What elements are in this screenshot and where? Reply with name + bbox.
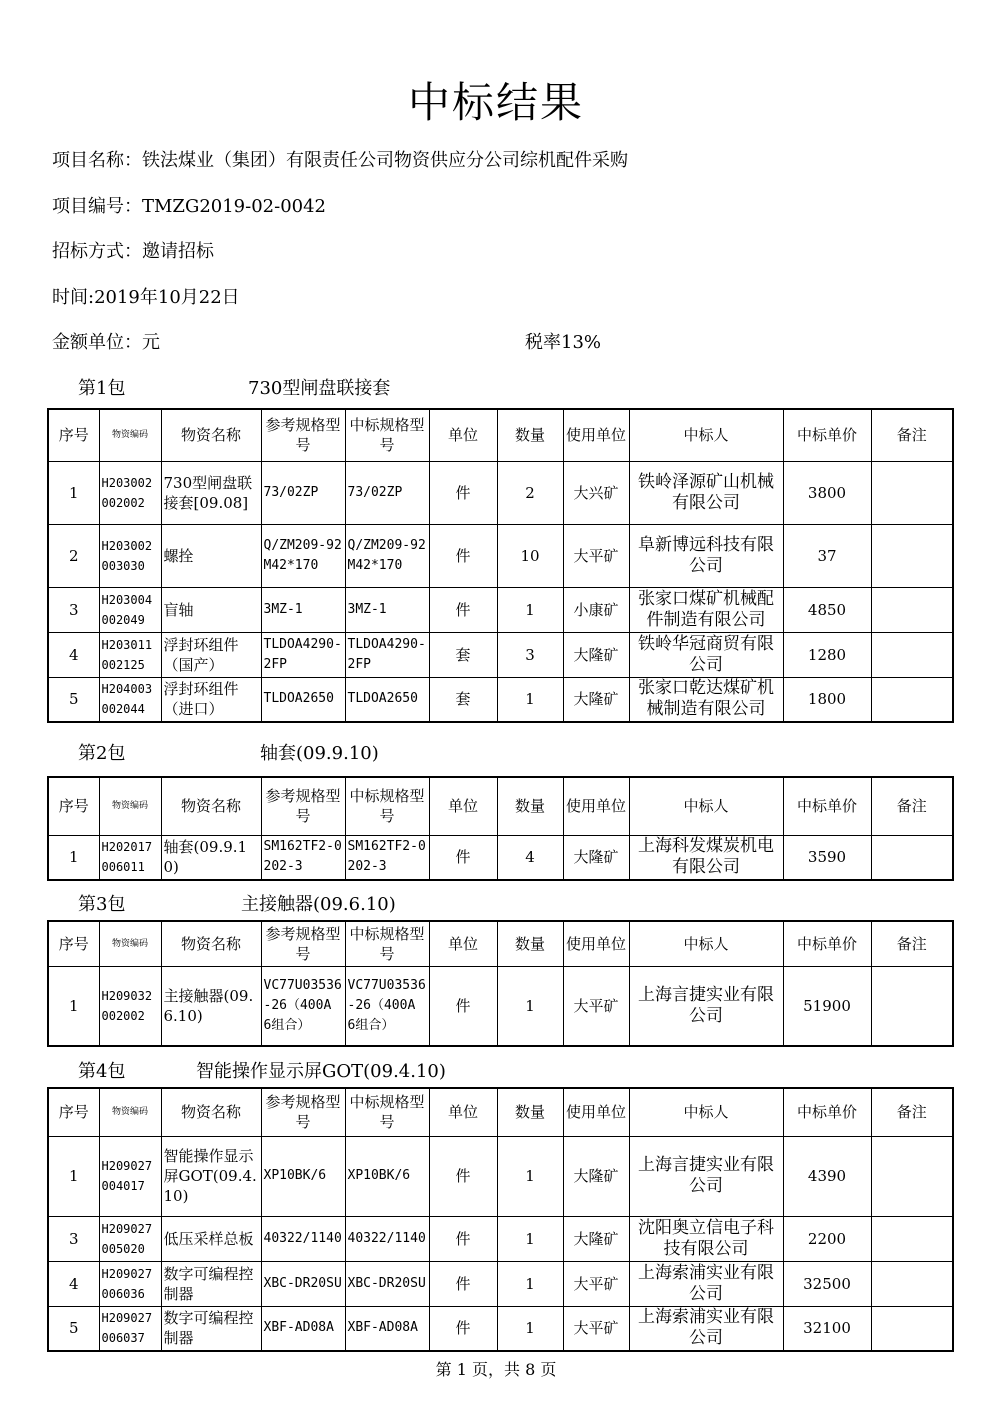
material-code-cell: H203011002125 (99, 632, 161, 677)
note-cell (871, 1136, 953, 1216)
page-title: 中标结果 (407, 78, 584, 127)
material-code-cell: H209027006037 (99, 1306, 161, 1351)
ref-spec-cell: XBC-DR20SU (261, 1261, 345, 1306)
column-header: 中标人 (629, 777, 783, 835)
package-name: 主接触器(09.6.10) (241, 894, 396, 915)
unit-cell: 件 (429, 966, 497, 1046)
table-header-row (48, 921, 953, 966)
user-unit-cell: 大隆矿 (563, 632, 629, 677)
quantity-cell: 4 (497, 835, 563, 880)
bid-spec-cell: XP10BK/6 (345, 1136, 429, 1216)
bid-spec-cell: 73/02ZP (345, 461, 429, 524)
column-header: 中标人 (629, 921, 783, 966)
column-header: 序号 (48, 777, 99, 835)
quantity-cell: 1 (497, 1306, 563, 1351)
ref-spec-cell: TLDOA2650 (261, 677, 345, 722)
column-header: 物资编码 (99, 409, 161, 461)
table-row (48, 1306, 953, 1351)
material-code-cell: H202017006011 (99, 835, 161, 880)
seq-cell: 1 (48, 1136, 99, 1216)
table-row (48, 835, 953, 880)
column-header: 单位 (429, 409, 497, 461)
column-header: 使用单位 (563, 921, 629, 966)
column-header: 物资名称 (161, 1088, 261, 1136)
note-cell (871, 461, 953, 524)
ref-spec-cell: 73/02ZP (261, 461, 345, 524)
package-number: 第1包 (78, 378, 126, 399)
table-row (48, 587, 953, 632)
column-header: 参考规格型号 (261, 1088, 345, 1136)
column-header: 中标单价 (783, 409, 871, 461)
note-cell (871, 632, 953, 677)
column-header: 数量 (497, 921, 563, 966)
unit-price-cell: 32500 (783, 1261, 871, 1306)
column-header: 备注 (871, 1088, 953, 1136)
unit-cell: 件 (429, 835, 497, 880)
winner-cell: 上海索浦实业有限公司 (629, 1306, 783, 1351)
table-header-row (48, 777, 953, 835)
note-cell (871, 1216, 953, 1261)
seq-cell: 4 (48, 1261, 99, 1306)
winner-cell: 铁岭华冠商贸有限公司 (629, 632, 783, 677)
quantity-cell: 1 (497, 1261, 563, 1306)
table-header-row (48, 409, 953, 461)
note-cell (871, 587, 953, 632)
user-unit-cell: 大平矿 (563, 524, 629, 587)
unit-price-cell: 3590 (783, 835, 871, 880)
winner-cell: 上海言捷实业有限公司 (629, 966, 783, 1046)
column-header: 中标单价 (783, 921, 871, 966)
winner-cell: 上海索浦实业有限公司 (629, 1261, 783, 1306)
note-cell (871, 835, 953, 880)
package-heading (0, 890, 992, 920)
unit-price-cell: 51900 (783, 966, 871, 1046)
column-header: 物资名称 (161, 777, 261, 835)
seq-cell: 3 (48, 587, 99, 632)
quantity-cell: 1 (497, 1136, 563, 1216)
winner-cell: 铁岭泽源矿山机械有限公司 (629, 461, 783, 524)
ref-spec-cell: Q/ZM209-92 M42*170 (261, 524, 345, 587)
column-header: 备注 (871, 921, 953, 966)
unit-cell: 件 (429, 1261, 497, 1306)
material-name-cell: 低压采样总板 (161, 1216, 261, 1261)
table-row (48, 677, 953, 722)
column-header: 序号 (48, 409, 99, 461)
table-row (48, 1136, 953, 1216)
column-header: 中标单价 (783, 1088, 871, 1136)
column-header: 参考规格型号 (261, 777, 345, 835)
unit-cell: 件 (429, 1306, 497, 1351)
unit-cell: 件 (429, 587, 497, 632)
ref-spec-cell: 3MZ-1 (261, 587, 345, 632)
note-cell (871, 524, 953, 587)
material-name-cell: 主接触器(09.6.10) (161, 966, 261, 1046)
currency-unit: 金额单位：元 (52, 332, 160, 353)
unit-cell: 套 (429, 677, 497, 722)
column-header: 单位 (429, 921, 497, 966)
material-name-cell: 盲轴 (161, 587, 261, 632)
winner-cell: 上海言捷实业有限公司 (629, 1136, 783, 1216)
material-code-cell: H203004002049 (99, 587, 161, 632)
material-name-cell: 730型闸盘联接套[09.08] (161, 461, 261, 524)
column-header: 数量 (497, 409, 563, 461)
column-header: 参考规格型号 (261, 921, 345, 966)
bid-spec-cell: Q/ZM209-92 M42*170 (345, 524, 429, 587)
user-unit-cell: 大隆矿 (563, 835, 629, 880)
column-header: 中标人 (629, 1088, 783, 1136)
package-1-table (47, 408, 954, 723)
winner-cell: 阜新博远科技有限公司 (629, 524, 783, 587)
ref-spec-cell: 40322/1140 (261, 1216, 345, 1261)
user-unit-cell: 大隆矿 (563, 1136, 629, 1216)
seq-cell: 1 (48, 966, 99, 1046)
note-cell (871, 1261, 953, 1306)
column-header: 中标规格型号 (345, 921, 429, 966)
ref-spec-cell: TLDOA4290-2FP (261, 632, 345, 677)
material-name-cell: 螺拴 (161, 524, 261, 587)
unit-price-cell: 1280 (783, 632, 871, 677)
winner-cell: 上海科发煤炭机电有限公司 (629, 835, 783, 880)
column-header: 单位 (429, 1088, 497, 1136)
unit-cell: 套 (429, 632, 497, 677)
quantity-cell: 2 (497, 461, 563, 524)
user-unit-cell: 大兴矿 (563, 461, 629, 524)
bid-spec-cell: XBF-AD08A (345, 1306, 429, 1351)
column-header: 中标规格型号 (345, 409, 429, 461)
quantity-cell: 10 (497, 524, 563, 587)
unit-price-cell: 32100 (783, 1306, 871, 1351)
column-header: 物资编码 (99, 921, 161, 966)
unit-cell: 件 (429, 524, 497, 587)
package-number: 第4包 (78, 1061, 126, 1082)
table-row (48, 632, 953, 677)
project-name: 项目名称：铁法煤业（集团）有限责任公司物资供应分公司综机配件采购 (52, 150, 628, 171)
quantity-cell: 1 (497, 966, 563, 1046)
unit-price-cell: 1800 (783, 677, 871, 722)
material-name-cell: 智能操作显示屏GOT(09.4.10) (161, 1136, 261, 1216)
package-name: 智能操作显示屏GOT(09.4.10) (196, 1061, 446, 1082)
column-header: 备注 (871, 777, 953, 835)
material-name-cell: 轴套(09.9.10) (161, 835, 261, 880)
package-number: 第3包 (78, 894, 126, 915)
column-header: 中标规格型号 (345, 1088, 429, 1136)
package-number: 第2包 (78, 743, 126, 764)
quantity-cell: 1 (497, 587, 563, 632)
quantity-cell: 3 (497, 632, 563, 677)
table-row (48, 524, 953, 587)
ref-spec-cell: VC77U03536-26（400A 6组合） (261, 966, 345, 1046)
seq-cell: 1 (48, 461, 99, 524)
column-header: 参考规格型号 (261, 409, 345, 461)
seq-cell: 4 (48, 632, 99, 677)
table-row (48, 1261, 953, 1306)
unit-price-cell: 3800 (783, 461, 871, 524)
material-code-cell: H209027006036 (99, 1261, 161, 1306)
tax-rate: 税率13% (525, 332, 602, 353)
winner-cell: 张家口煤矿机械配件制造有限公司 (629, 587, 783, 632)
winner-cell: 沈阳奥立信电子科技有限公司 (629, 1216, 783, 1261)
unit-price-cell: 4850 (783, 587, 871, 632)
ref-spec-cell: XBF-AD08A (261, 1306, 345, 1351)
unit-cell: 件 (429, 461, 497, 524)
column-header: 序号 (48, 921, 99, 966)
package-heading (0, 739, 992, 769)
package-2-table (47, 776, 954, 881)
package-heading (0, 1057, 992, 1087)
material-code-cell: H203002002002 (99, 461, 161, 524)
column-header: 数量 (497, 1088, 563, 1136)
material-code-cell: H203002003030 (99, 524, 161, 587)
bid-spec-cell: VC77U03536-26（400A 6组合） (345, 966, 429, 1046)
quantity-cell: 1 (497, 1216, 563, 1261)
package-name: 轴套(09.9.10) (260, 743, 379, 764)
user-unit-cell: 大隆矿 (563, 1216, 629, 1261)
ref-spec-cell: XP10BK/6 (261, 1136, 345, 1216)
column-header: 中标规格型号 (345, 777, 429, 835)
column-header: 中标单价 (783, 777, 871, 835)
user-unit-cell: 大隆矿 (563, 677, 629, 722)
column-header: 使用单位 (563, 777, 629, 835)
table-row (48, 461, 953, 524)
seq-cell: 1 (48, 835, 99, 880)
bid-spec-cell: XBC-DR20SU (345, 1261, 429, 1306)
table-row (48, 1216, 953, 1261)
seq-cell: 5 (48, 677, 99, 722)
column-header: 物资编码 (99, 777, 161, 835)
bid-spec-cell: SM162TF2-0202-3 (345, 835, 429, 880)
bid-spec-cell: TLDOA2650 (345, 677, 429, 722)
table-row (48, 966, 953, 1046)
seq-cell: 3 (48, 1216, 99, 1261)
material-name-cell: 数字可编程控制器 (161, 1261, 261, 1306)
bid-method: 招标方式：邀请招标 (52, 241, 214, 262)
bid-spec-cell: 40322/1140 (345, 1216, 429, 1261)
material-code-cell: H204003002044 (99, 677, 161, 722)
column-header: 使用单位 (563, 1088, 629, 1136)
unit-cell: 件 (429, 1216, 497, 1261)
unit-price-cell: 2200 (783, 1216, 871, 1261)
column-header: 中标人 (629, 409, 783, 461)
column-header: 备注 (871, 409, 953, 461)
user-unit-cell: 大平矿 (563, 1306, 629, 1351)
column-header: 物资名称 (161, 921, 261, 966)
column-header: 单位 (429, 777, 497, 835)
page-footer: 第 1 页，共 8 页 (435, 1360, 557, 1379)
bid-spec-cell: TLDOA4290-2FP (345, 632, 429, 677)
package-3-table (47, 920, 954, 1047)
material-code-cell: H209027005020 (99, 1216, 161, 1261)
bid-spec-cell: 3MZ-1 (345, 587, 429, 632)
material-name-cell: 浮封环组件（进口） (161, 677, 261, 722)
column-header: 序号 (48, 1088, 99, 1136)
date: 时间:2019年10月22日 (52, 287, 240, 308)
package-name: 730型闸盘联接套 (248, 378, 391, 399)
package-4-table (47, 1087, 954, 1352)
material-code-cell: H209032002002 (99, 966, 161, 1046)
unit-price-cell: 4390 (783, 1136, 871, 1216)
column-header: 物资名称 (161, 409, 261, 461)
seq-cell: 5 (48, 1306, 99, 1351)
winner-cell: 张家口乾达煤矿机械制造有限公司 (629, 677, 783, 722)
package-heading (0, 374, 992, 404)
column-header: 使用单位 (563, 409, 629, 461)
ref-spec-cell: SM162TF2-0202-3 (261, 835, 345, 880)
user-unit-cell: 大平矿 (563, 1261, 629, 1306)
material-name-cell: 数字可编程控制器 (161, 1306, 261, 1351)
user-unit-cell: 大平矿 (563, 966, 629, 1046)
quantity-cell: 1 (497, 677, 563, 722)
project-number: 项目编号：TMZG2019-02-0042 (52, 196, 327, 217)
unit-cell: 件 (429, 1136, 497, 1216)
note-cell (871, 1306, 953, 1351)
note-cell (871, 677, 953, 722)
column-header: 数量 (497, 777, 563, 835)
table-header-row (48, 1088, 953, 1136)
material-code-cell: H209027004017 (99, 1136, 161, 1216)
note-cell (871, 966, 953, 1046)
seq-cell: 2 (48, 524, 99, 587)
column-header: 物资编码 (99, 1088, 161, 1136)
material-name-cell: 浮封环组件（国产） (161, 632, 261, 677)
unit-price-cell: 37 (783, 524, 871, 587)
user-unit-cell: 小康矿 (563, 587, 629, 632)
